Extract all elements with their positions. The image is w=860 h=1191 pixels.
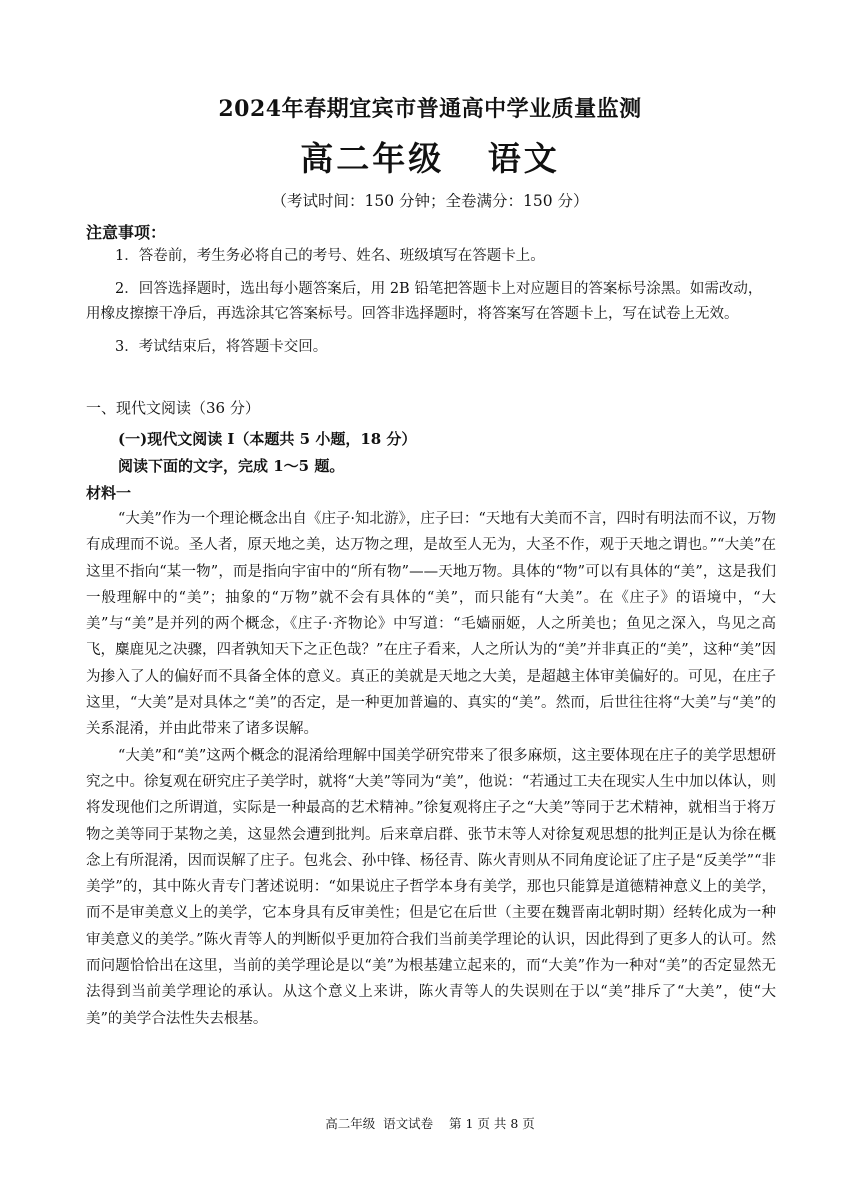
reading-passage <box>86 506 776 1032</box>
subsection-heading: (一)现代文阅读 I（本题共 5 小题，18 分） <box>118 430 417 448</box>
notes-list <box>86 244 774 360</box>
notes-item: 3．考试结束后，将答题卡交回。 <box>115 338 328 355</box>
passage-paragraph: “大美”作为一个理论概念出自《庄子·知北游》，庄子曰：“天地有大美而不言，四时有明法而不议，万物有成理而不说。圣人者，原天地之美，达万物之理，是故至人无为，大圣不作，观于天地之谓也。”“大美”在这里不指向“某一物”，而是指向宇宙中的“所有物”——天地万物。具体的“物”可以有具体的“美”，这是我们一般理解中的“美”；抽象的“万物”就不会有具体的“美”，而只能有“大美”。在《庄子》的语境中，“大美”与“美”是并列的两个概念，《庄子·齐物论》中写道：“毛嫱丽姬，人之所美也；鱼见之深入，鸟见之高飞，麋鹿见之决骤，四者孰知天下之正色哉？”在庄子看来，人之所认为的“美”并非真正的“美”，这种“美”因为掺入了人的偏好而不具备全体的意义。真正的美就是天地之大美，是超越主体审美偏好的。可见，在庄子这里，“大美”是对具体之“美”的否定，是一种更加普遍的、真实的“美”。然而，后世往往将“大美”与“美”的关系混淆，并由此带来了诸多误解。 <box>86 511 776 738</box>
material-label: 材料一 <box>86 484 132 502</box>
notes-item: 1．答卷前，考生务必将自己的考号、姓名、班级填写在答题卡上。 <box>115 248 545 264</box>
exam-duration-info: （考试时间：150 分钟；全卷满分：150 分） <box>271 192 589 210</box>
section-heading: 一、现代文阅读（36 分） <box>86 399 260 417</box>
reading-instruction: 阅读下面的文字，完成 1～5 题。 <box>118 457 345 475</box>
grade-subject-title: 高二年级 语文 <box>300 139 560 178</box>
passage-paragraph: “大美”和“美”这两个概念的混淆给理解中国美学研究带来了很多麻烦，这主要体现在庄子的美学思想研究之中。徐复观在研究庄子美学时，就将“大美”等同为“美”，他说：“若通过工夫在现实人生中加以体认，则将发现他们之所谓道，实际是一种最高的艺术精神。”徐复观将庄子之“大美”等同于艺术精神，就相当于将万物之美等同于某物之美，这显然会遭到批判。后来章启群、张节末等人对徐复观思想的批判正是认为徐在概念上有所混淆，因而误解了庄子。包兆会、孙中锋、杨径青、陈火青则从不同角度论证了庄子是“反美学”“非美学”的，其中陈火青专门著述说明：“如果说庄子哲学本身有美学，那也只能算是道德精神意义上的美学，而不是审美意义上的美学，它本身具有反审美性；但是它在后世（主要在魏晋南北朝时期）经转化成为一种审美意义的美学。”陈火青等人的判断似乎更加符合我们当前美学理论的认识，因此得到了更多人的认可。然而问题恰恰出在这里，当前的美学理论是以“美”为根基建立起来的，而“大美”作为一种对“美”的否定显然无法得到当前美学理论的承认。从这个意义上来讲，陈火青等人的失误则在于以“美”排斥了“大美”，使“大美”的美学合法性失去根基。 <box>86 747 776 1027</box>
page-footer: 高二年级 语文试卷 第 1 页 共 8 页 <box>325 1116 535 1131</box>
exam-title: 2024年春期宜宾市普通高中学业质量监测 <box>218 96 642 122</box>
notes-heading: 注意事项： <box>86 223 167 242</box>
notes-item: 2．回答选择题时，选出每小题答案后，用 2B 铅笔把答题卡上对应题目的答案标号涂黑。如需改动，用橡皮擦擦干净后，再选涂其它答案标号。回答非选择题时，将答案写在答题卡上，写在试卷上无效。 <box>86 280 763 322</box>
